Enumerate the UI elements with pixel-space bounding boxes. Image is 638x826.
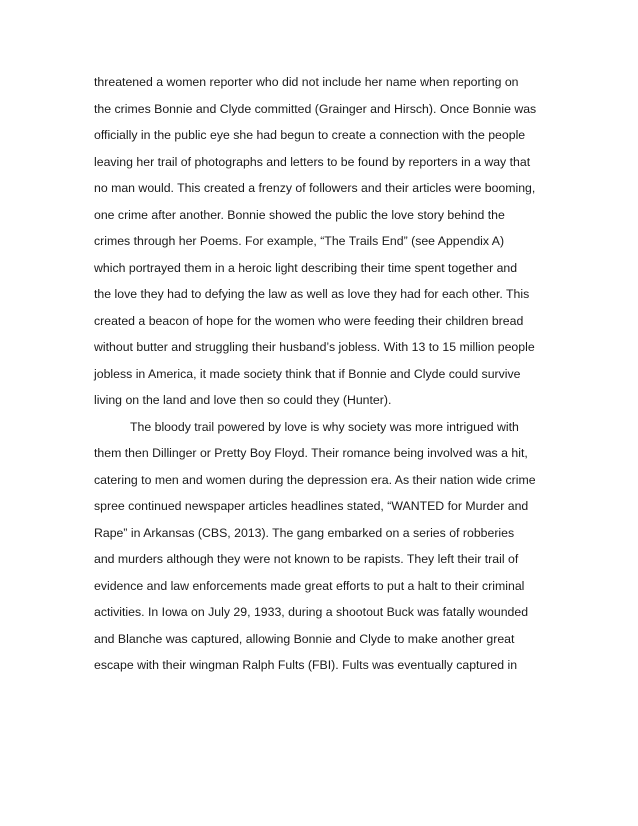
text-line: without butter and struggling their husband’s jobless. With 13 to 15 million people — [94, 340, 535, 354]
text-line: escape with their wingman Ralph Fults (FBI). Fults was eventually captured in — [94, 658, 518, 672]
text-line: and murders although they were not known to be rapists. They left their trail of — [94, 552, 519, 566]
paragraph-first-line: The bloody trail powered by love is why society was more intrigued with — [130, 419, 519, 434]
text-line: the love they had to defying the law as well as love they had for each other. This — [94, 287, 530, 301]
text-line: living on the land and love then so could they (Hunter). — [94, 393, 392, 407]
text-line: the crimes Bonnie and Clyde committed (Grainger and Hirsch). Once Bonnie was — [94, 101, 537, 116]
text-line: catering to men and women during the depression era. As their nation wide crime — [94, 472, 536, 487]
text-line: one crime after another. Bonnie showed the public the love story behind the — [94, 207, 505, 222]
text-line: evidence and law enforcements made great efforts to put a halt to their criminal — [94, 578, 525, 593]
text-line: officially in the public eye she had begun to create a connection with the people — [94, 128, 526, 142]
body-text — [94, 69, 554, 679]
text-line: jobless in America, it made society think that if Bonnie and Clyde could survive — [94, 366, 521, 381]
text-line: Rape” in Arkansas (CBS, 2013). The gang embarked on a series of robberies — [94, 525, 515, 540]
text-line: threatened a women reporter who did not include her name when reporting on — [94, 75, 519, 89]
text-line: activities. In Iowa on July 29, 1933, during a shootout Buck was fatally wounded — [94, 605, 529, 619]
text-line: crimes through her Poems. For example, “The Trails End” (see Appendix A) — [94, 234, 505, 248]
text-line: which portrayed them in a heroic light describing their time spent together and — [94, 260, 518, 275]
text-line: leaving her trail of photographs and letters to be found by reporters in a way that — [94, 154, 531, 169]
text-line: created a beacon of hope for the women who were feeding their children bread — [94, 313, 524, 328]
text-line: spree continued newspaper articles headlines stated, “WANTED for Murder and — [94, 499, 529, 513]
text-line: and Blanche was captured, allowing Bonnie and Clyde to make another great — [94, 631, 515, 646]
text-line: them then Dillinger or Pretty Boy Floyd. Their romance being involved was a hit, — [94, 446, 528, 460]
text-line: no man would. This created a frenzy of followers and their articles were booming, — [94, 181, 536, 195]
